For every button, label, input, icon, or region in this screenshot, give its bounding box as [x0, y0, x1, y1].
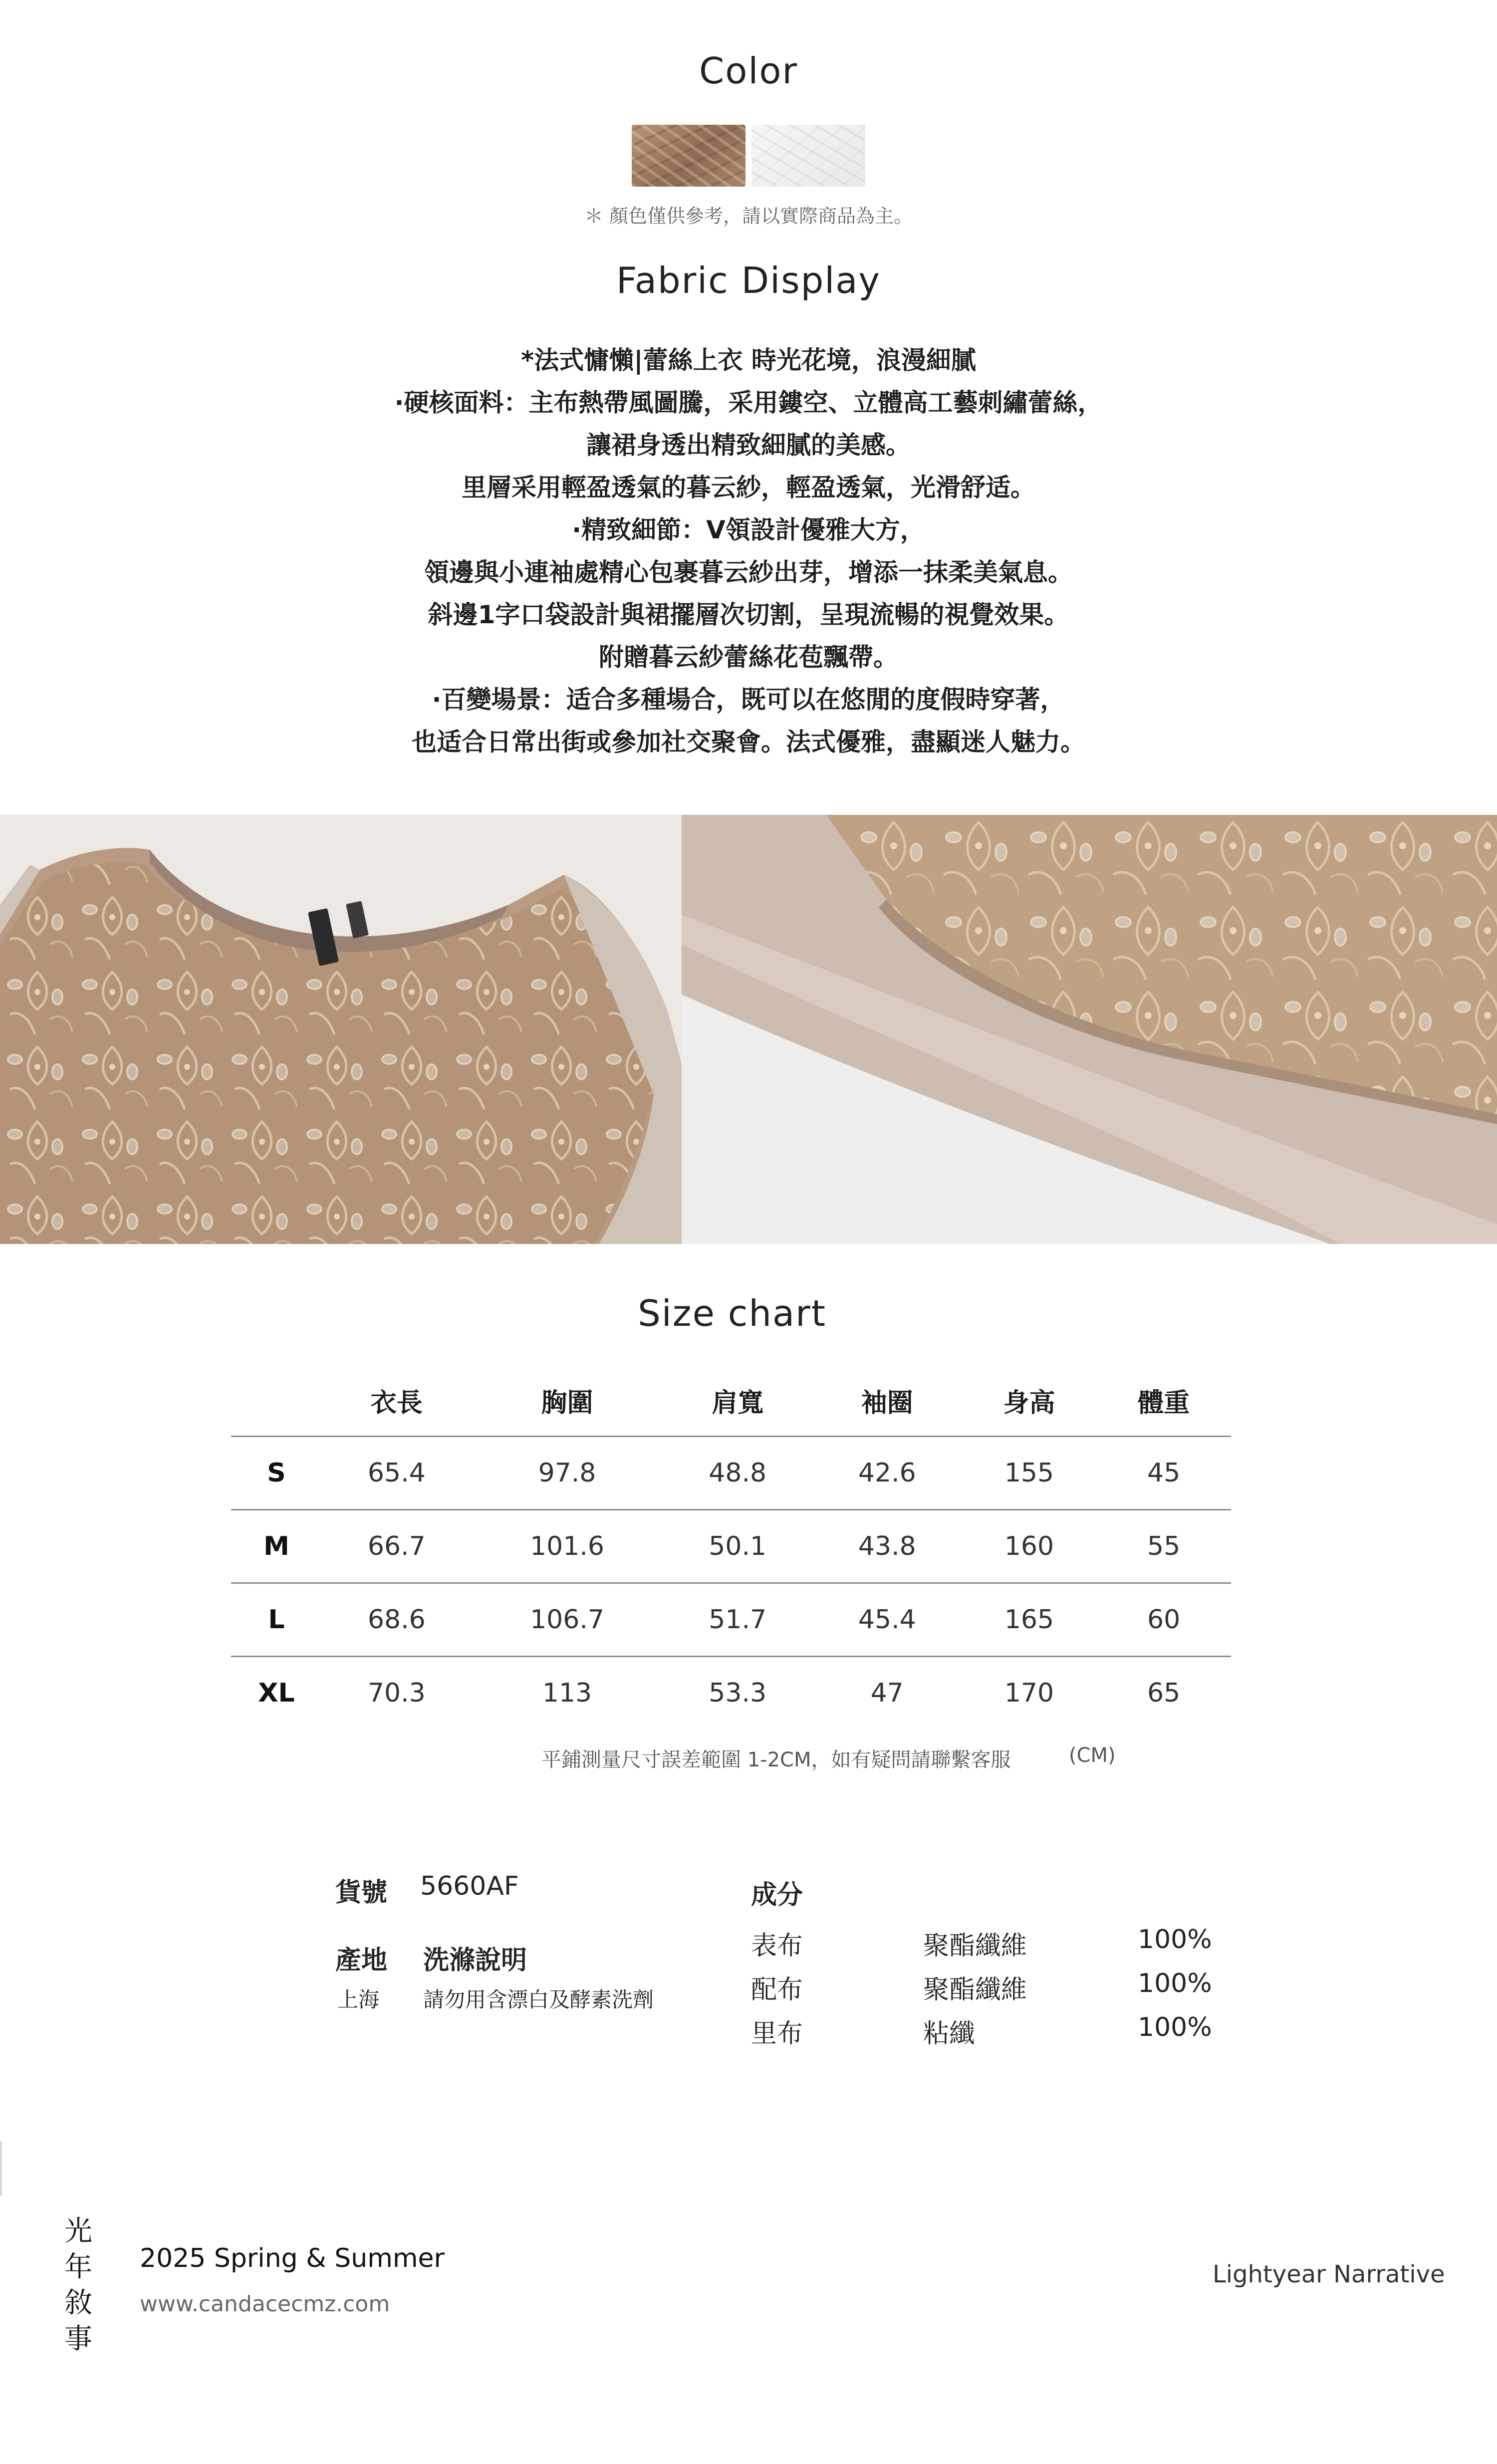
header-height: 身高 — [1003, 1388, 1055, 1418]
composition-percent: 100% — [1138, 1925, 1212, 1955]
color-title: Color — [699, 50, 798, 92]
brand-char: 敘 — [64, 2287, 92, 2319]
cell: 65 — [1096, 1657, 1231, 1729]
desc-line: 也适合日常出街或參加社交聚會。法式優雅，盡顯迷人魅力。 — [412, 728, 1085, 756]
wash-value: 請勿用含漂白及酵素洗劑 — [423, 1987, 654, 2012]
cell: 47 — [812, 1657, 962, 1729]
cell: 51.7 — [663, 1583, 812, 1657]
composition-material: 聚酯纖維 — [923, 1975, 1027, 2005]
size-note: 平鋪測量尺寸誤差範圍 1-2CM，如有疑問請聯繫客服 — [541, 1748, 1011, 1771]
cell: 113 — [472, 1657, 663, 1729]
color-swatch-white[interactable] — [751, 125, 865, 187]
brand-char: 年 — [64, 2251, 92, 2283]
header-size — [231, 1365, 322, 1437]
cell: 106.7 — [472, 1583, 663, 1657]
desc-line: ·精致細節：V領設計優雅大方， — [572, 515, 925, 544]
brand-char: 光 — [64, 2215, 92, 2247]
cell: 60 — [1096, 1583, 1231, 1657]
fabric-description — [0, 339, 1497, 763]
cell: 43.8 — [812, 1510, 962, 1583]
cell: 45.4 — [812, 1583, 962, 1657]
cell: 45 — [1096, 1437, 1231, 1510]
table-row — [231, 1510, 1231, 1583]
cell: 48.8 — [663, 1437, 812, 1510]
cell: 66.7 — [322, 1510, 472, 1583]
header-length: 衣長 — [370, 1388, 423, 1418]
size-label: XL — [231, 1657, 322, 1729]
item-no-label: 貨號 — [335, 1878, 388, 1908]
fabric-photo-hem — [682, 815, 1497, 1244]
composition-label: 成分 — [751, 1880, 803, 1910]
cell: 70.3 — [322, 1657, 472, 1729]
table-row — [231, 1583, 1231, 1657]
desc-line: 斜邊1字口袋設計與裙擺層次切割，呈現流暢的視覺效果。 — [428, 600, 1069, 629]
composition-material: 粘纖 — [923, 2019, 976, 2049]
size-unit: (CM) — [1069, 1744, 1116, 1767]
table-row — [231, 1657, 1231, 1729]
cell: 68.6 — [322, 1583, 472, 1657]
item-no-value: 5660AF — [420, 1871, 519, 1901]
composition-material: 聚酯纖維 — [923, 1931, 1027, 1961]
origin-value: 上海 — [337, 1987, 380, 2012]
composition-percent: 100% — [1138, 1969, 1212, 1998]
desc-line: 讓裙身透出精致細膩的美感。 — [586, 431, 911, 460]
size-label: M — [231, 1510, 322, 1583]
table-row — [231, 1437, 1231, 1510]
cell: 55 — [1096, 1510, 1231, 1583]
size-label: L — [231, 1583, 322, 1657]
size-table — [231, 1365, 1231, 1729]
brand-char: 事 — [64, 2323, 92, 2355]
cell: 42.6 — [812, 1437, 962, 1510]
composition-part: 里布 — [751, 2019, 803, 2049]
desc-line: 附贈暮云紗蕾絲花苞飄帶。 — [599, 643, 898, 672]
website-link[interactable]: www.candacecmz.com — [140, 2291, 390, 2317]
desc-line: 里層采用輕盈透氣的暮云紗，輕盈透氣，光滑舒适。 — [462, 473, 1035, 502]
cell: 65.4 — [322, 1437, 472, 1510]
cell: 97.8 — [472, 1437, 663, 1510]
header-armhole: 袖圈 — [861, 1388, 913, 1418]
cell: 165 — [962, 1583, 1097, 1657]
cell: 170 — [962, 1657, 1097, 1729]
season-label: 2025 Spring & Summer — [140, 2243, 445, 2273]
wash-label: 洗滌說明 — [423, 1946, 527, 1975]
composition-part: 配布 — [751, 1975, 803, 2005]
size-label: S — [231, 1437, 322, 1510]
desc-line: 領邊與小連袖處精心包裹暮云紗出芽，增添一抹柔美氣息。 — [424, 558, 1073, 587]
cell: 50.1 — [663, 1510, 812, 1583]
header-chest: 胸圍 — [541, 1388, 593, 1418]
header-weight: 體重 — [1138, 1388, 1190, 1418]
composition-part: 表布 — [751, 1931, 803, 1961]
desc-line: *法式慵懶|蕾絲上衣 時光花境，浪漫細膩 — [521, 346, 976, 375]
vertical-brand — [61, 2214, 96, 2357]
color-swatch-brown[interactable] — [632, 125, 746, 187]
header-shoulder: 肩寬 — [712, 1388, 764, 1418]
desc-line: ·硬核面料：主布熱帶風圖騰，采用鏤空、立體高工藝刺繡蕾絲， — [394, 388, 1103, 417]
fabric-photo-neckline — [0, 815, 682, 1244]
footer-edge-mark — [0, 2141, 2, 2196]
size-chart-title: Size chart — [638, 1292, 826, 1334]
composition-percent: 100% — [1138, 2012, 1212, 2042]
cell: 160 — [962, 1510, 1097, 1583]
fabric-title: Fabric Display — [616, 259, 881, 301]
origin-label: 產地 — [335, 1946, 388, 1975]
desc-line: ·百變場景：适合多種場合，既可以在悠閒的度假時穿著， — [432, 685, 1065, 714]
size-table-header — [231, 1365, 1231, 1437]
cell: 155 — [962, 1437, 1097, 1510]
color-note: ＊ 顏色僅供參考，請以實際商品為主。 — [584, 205, 913, 227]
cell: 101.6 — [472, 1510, 663, 1583]
cell: 53.3 — [663, 1657, 812, 1729]
brand-english: Lightyear Narrative — [1213, 2260, 1445, 2288]
